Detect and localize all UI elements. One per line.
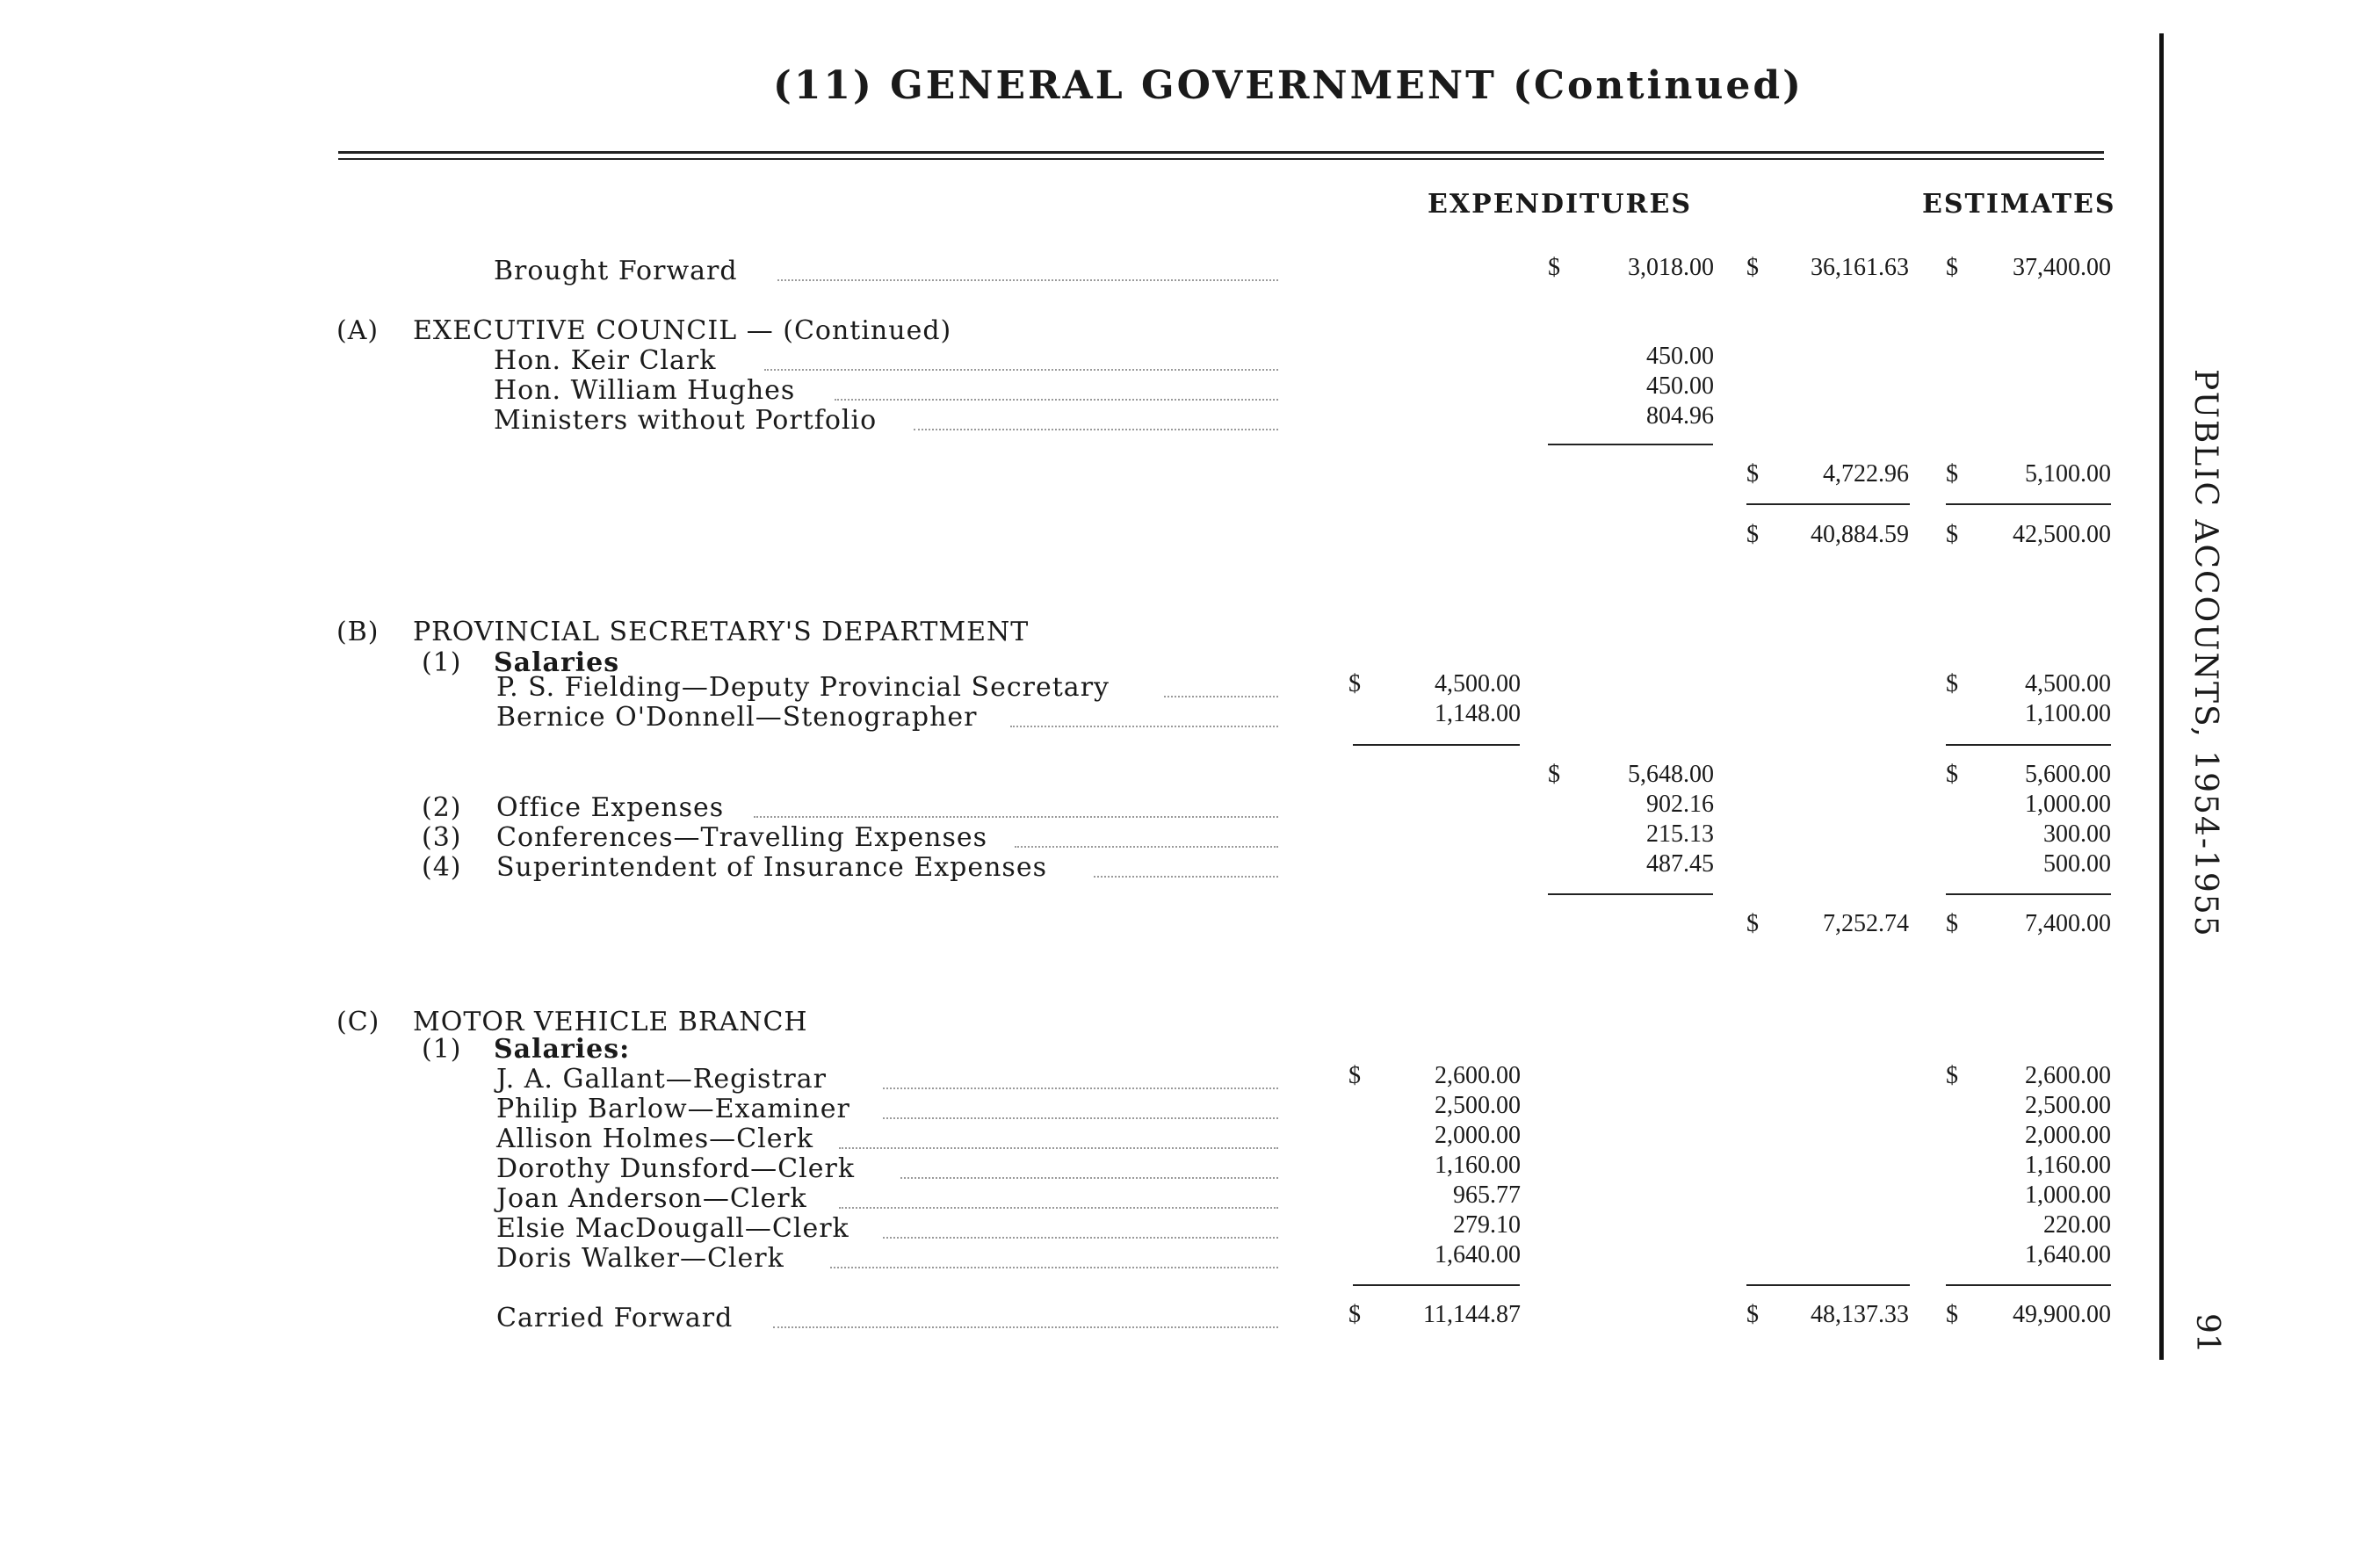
carried-forward-c3: 48,137.33: [1811, 1301, 1909, 1328]
section-c-salary-c1: 2,600.00: [1435, 1062, 1521, 1089]
side-running-head: PUBLIC ACCOUNTS, 1954-1955: [2187, 369, 2223, 938]
dot-leader: [830, 1267, 1278, 1268]
dollar-sign: $: [1946, 254, 1958, 281]
section-c-salary-row: Philip Barlow—Examiner: [496, 1094, 850, 1124]
section-c-salary-c1: 279.10: [1453, 1211, 1521, 1239]
dot-leader: [777, 279, 1278, 281]
sum-rule: [1946, 893, 2111, 895]
section-a-row-c2: 450.00: [1646, 372, 1714, 400]
expenditures-header: EXPENDITURES: [1428, 189, 1692, 220]
section-c-sub-num: (1): [422, 1034, 462, 1065]
section-b-sub-label: Salaries: [494, 647, 620, 678]
dollar-sign: $: [1746, 910, 1759, 937]
sum-rule: [1946, 744, 2111, 746]
section-b-title: PROVINCIAL SECRETARY'S DEPARTMENT: [413, 617, 1030, 647]
section-c-salary-c4: 2,500.00: [2025, 1092, 2111, 1119]
section-c-salary-c4: 1,000.00: [2025, 1181, 2111, 1209]
dot-leader: [835, 399, 1278, 401]
section-c-salary-row: Doris Walker—Clerk: [496, 1243, 784, 1274]
estimates-header: ESTIMATES: [1922, 189, 2116, 220]
section-b-item-num: (4): [422, 852, 462, 883]
sum-rule: [1946, 503, 2111, 505]
title-rule-2: [338, 158, 2104, 160]
dollar-sign: $: [1946, 910, 1958, 937]
section-c-salary-c1: 2,500.00: [1435, 1092, 1521, 1119]
section-b-salary-c1: 1,148.00: [1435, 700, 1521, 727]
section-a-letter: (A): [336, 315, 380, 346]
section-a-row-c2: 804.96: [1646, 402, 1714, 430]
section-c-salary-c4: 2,000.00: [2025, 1122, 2111, 1149]
dot-leader: [1010, 726, 1278, 727]
dollar-sign: $: [1946, 1062, 1958, 1089]
section-a-subtotal-c3: 4,722.96: [1823, 460, 1909, 488]
carried-forward-label: Carried Forward: [496, 1303, 734, 1333]
section-c-salary-row: Dorothy Dunsford—Clerk: [496, 1153, 856, 1184]
brought-forward-c2: 3,018.00: [1628, 254, 1714, 281]
section-a-row: Hon. William Hughes: [494, 375, 796, 406]
dot-leader: [839, 1207, 1278, 1209]
dot-leader: [764, 369, 1278, 371]
section-b-item: Office Expenses: [496, 792, 725, 823]
section-c-salary-c4: 2,600.00: [2025, 1062, 2111, 1089]
section-c-salary-c4: 1,640.00: [2025, 1241, 2111, 1268]
section-b-item-c4: 300.00: [2043, 820, 2111, 848]
brought-forward-label: Brought Forward: [494, 256, 738, 286]
dollar-sign: $: [1348, 1301, 1361, 1328]
section-b-item: Superintendent of Insurance Expenses: [496, 852, 1047, 883]
section-a-row: Hon. Keir Clark: [494, 345, 717, 376]
section-a-total-c3: 40,884.59: [1811, 521, 1909, 548]
dot-leader: [883, 1117, 1278, 1119]
dollar-sign: $: [1348, 670, 1361, 697]
dollar-sign: $: [1548, 254, 1560, 281]
dot-leader: [1094, 876, 1278, 878]
carried-forward-c4: 49,900.00: [2013, 1301, 2111, 1328]
dollar-sign: $: [1746, 521, 1759, 548]
section-b-item-num: (2): [422, 792, 462, 823]
section-c-salary-c1: 1,160.00: [1435, 1152, 1521, 1179]
section-b-sub-num: (1): [422, 647, 462, 678]
section-a-subtotal-c4: 5,100.00: [2025, 460, 2111, 488]
section-b-salary-c4: 1,100.00: [2025, 700, 2111, 727]
dollar-sign: $: [1946, 761, 1958, 788]
sum-rule: [1746, 1284, 1910, 1286]
sum-rule: [1548, 893, 1713, 895]
section-b-salary-row: P. S. Fielding—Deputy Provincial Secretary: [496, 672, 1110, 703]
dollar-sign: $: [1746, 1301, 1759, 1328]
section-b-salary-c4: 4,500.00: [2025, 670, 2111, 697]
section-b-salaries-total-c2: 5,648.00: [1628, 761, 1714, 788]
dollar-sign: $: [1548, 761, 1560, 788]
page-title: (11) GENERAL GOVERNMENT (Continued): [773, 63, 1804, 108]
section-c-salary-c1: 1,640.00: [1435, 1241, 1521, 1268]
dot-leader: [839, 1147, 1278, 1149]
dollar-sign: $: [1946, 521, 1958, 548]
dot-leader: [1015, 846, 1278, 848]
section-a-title: EXECUTIVE COUNCIL — (Continued): [413, 315, 952, 346]
dollar-sign: $: [1348, 1062, 1361, 1089]
section-c-salary-row: J. A. Gallant—Registrar: [496, 1064, 827, 1095]
sum-rule: [1746, 503, 1910, 505]
section-a-total-c4: 42,500.00: [2013, 521, 2111, 548]
title-rule: [338, 151, 2104, 154]
section-b-salaries-total-c4: 5,600.00: [2025, 761, 2111, 788]
page-number: 91: [2189, 1313, 2225, 1354]
section-c-salary-c4: 220.00: [2043, 1211, 2111, 1239]
section-b-item: Conferences—Travelling Expenses: [496, 822, 987, 853]
sum-rule: [1353, 744, 1520, 746]
section-b-total-c3: 7,252.74: [1823, 910, 1909, 937]
dollar-sign: $: [1746, 460, 1759, 488]
section-b-item-c2: 902.16: [1646, 791, 1714, 818]
section-b-salary-row: Bernice O'Donnell—Stenographer: [496, 702, 978, 733]
section-c-salary-c1: 2,000.00: [1435, 1122, 1521, 1149]
section-c-sub-label: Salaries:: [494, 1034, 631, 1065]
brought-forward-c3: 36,161.63: [1811, 254, 1909, 281]
section-c-letter: (C): [336, 1007, 380, 1037]
brought-forward-c4: 37,400.00: [2013, 254, 2111, 281]
dollar-sign: $: [1946, 670, 1958, 697]
section-b-item-c2: 487.45: [1646, 850, 1714, 878]
section-c-salary-row: Allison Holmes—Clerk: [496, 1124, 814, 1154]
dollar-sign: $: [1946, 460, 1958, 488]
section-b-salary-c1: 4,500.00: [1435, 670, 1521, 697]
dollar-sign: $: [1946, 1301, 1958, 1328]
section-c-title: MOTOR VEHICLE BRANCH: [413, 1007, 808, 1037]
section-b-item-c4: 1,000.00: [2025, 791, 2111, 818]
section-b-item-c2: 215.13: [1646, 820, 1714, 848]
sum-rule: [1353, 1284, 1520, 1286]
section-b-letter: (B): [336, 617, 380, 647]
dollar-sign: $: [1746, 254, 1759, 281]
sum-rule: [1548, 444, 1713, 445]
dot-leader: [883, 1087, 1278, 1089]
sum-rule: [1946, 1284, 2111, 1286]
dot-leader: [883, 1237, 1278, 1239]
section-c-salary-row: Joan Anderson—Clerk: [496, 1183, 807, 1214]
dot-leader: [1164, 696, 1278, 697]
section-c-salary-c1: 965.77: [1453, 1181, 1521, 1209]
section-b-item-c4: 500.00: [2043, 850, 2111, 878]
dot-leader: [754, 816, 1278, 818]
section-a-row: Ministers without Portfolio: [494, 405, 878, 436]
section-b-total-c4: 7,400.00: [2025, 910, 2111, 937]
dot-leader: [914, 429, 1278, 430]
section-a-row-c2: 450.00: [1646, 343, 1714, 370]
carried-forward-c1: 11,144.87: [1423, 1301, 1521, 1328]
dot-leader: [900, 1177, 1278, 1179]
section-c-salary-c4: 1,160.00: [2025, 1152, 2111, 1179]
section-b-item-num: (3): [422, 822, 462, 853]
section-c-salary-row: Elsie MacDougall—Clerk: [496, 1213, 849, 1244]
dot-leader: [773, 1326, 1278, 1328]
margin-rule: [2159, 33, 2164, 1360]
